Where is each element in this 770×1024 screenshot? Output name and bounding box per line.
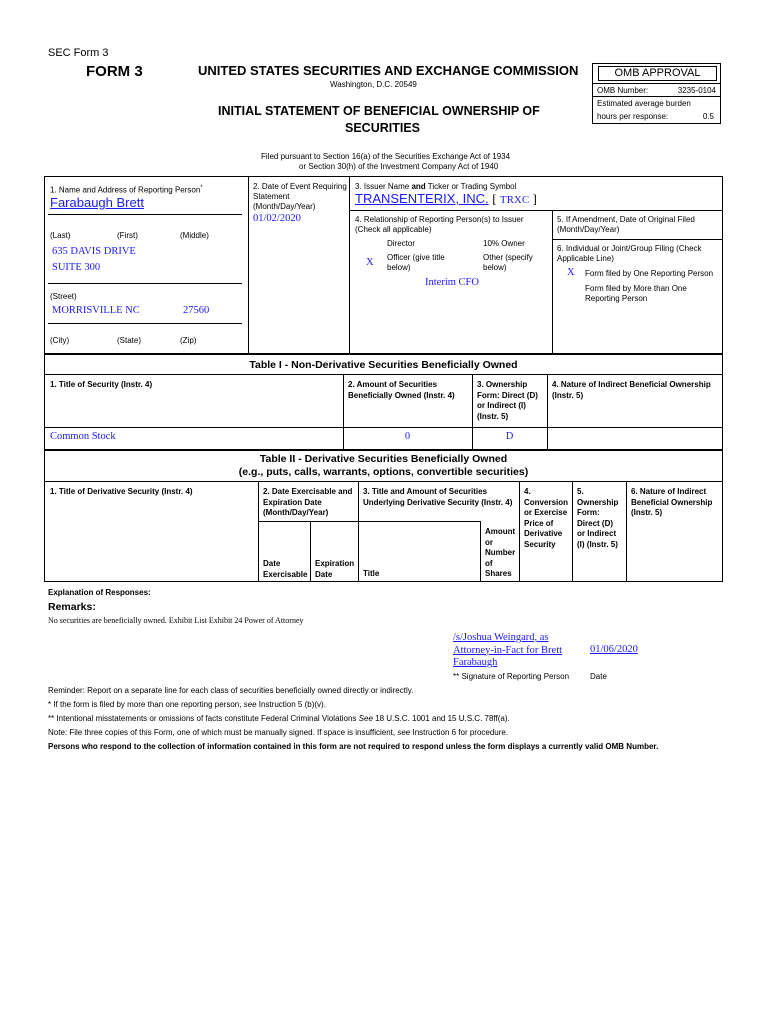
box5-label-2: (Month/Day/Year) [557,225,620,234]
statement-title-1: INITIAL STATEMENT OF BENEFICIAL OWNERSHIP OF [218,104,540,118]
director-label: Director [387,239,416,248]
box2-label-2: Statement [253,192,290,201]
form-title: FORM 3 [86,63,143,80]
ten-percent-owner-label: 10% Owner [483,239,525,248]
persons-note: Persons who respond to the collection of information contained in this form are not required to respond unless the form displays a currently valid OMB Number. [48,742,659,751]
table-2-title-2: (e.g., puts, calls, warrants, options, convertible securities) [238,466,529,478]
event-date: 01/02/2020 [253,213,301,224]
state-label: (State) [117,336,142,345]
more-persons-label-1: Form filed by More than One [585,284,687,293]
omb-number-label: OMB Number: [597,86,649,95]
date-label: Date [590,672,607,681]
t1-security-title: Common Stock [50,431,116,442]
signature-label: ** Signature of Reporting Person [453,672,570,681]
t1-amount: 0 [404,431,411,442]
signature-date: 01/06/2020 [590,644,638,655]
t1-col-amount-header: 2. Amount of Securities Beneficially Owned (Instr. 4) [348,380,455,400]
t2-col-underlying-header: 3. Title and Amount of Securities Underlying Derivative Security (Instr. 4) [363,487,513,507]
box5-label-1: 5. If Amendment, Date of Original Filed [557,215,695,224]
address-line-2: SUITE 300 [52,262,101,273]
more-persons-label-2: Reporting Person [585,294,648,303]
zip-value: 27560 [183,305,210,316]
omb-title: OMB APPROVAL [598,66,717,81]
omb-approval-box [592,63,721,124]
filed-pursuant-1: Filed pursuant to Section 16(a) of the Securities Exchange Act of 1934 [261,152,511,161]
one-person-label: Form filed by One Reporting Person [585,269,714,278]
zip-label: (Zip) [180,336,197,345]
t2-col-title-header: 1. Title of Derivative Security (Instr. 4) [50,487,193,496]
reminder-note: Reminder: Report on a separate line for each class of securities beneficially owned directly or indirectly. [48,686,414,695]
remarks-text: No securities are beneficially owned. Exhibit List Exhibit 24 Power of Attorney [48,616,304,625]
note-misstatements: ** Intentional misstatements or omissions of facts constitute Federal Criminal Violations See 18 U.S.C. 1001 and 15 U.S.C. 78ff(a). [48,714,510,723]
table-2-title-1: Table II - Derivative Securities Beneficially Owned [259,453,508,465]
first-label: (First) [117,231,138,240]
issuer-name[interactable]: TRANSENTERIX, INC. [355,191,489,206]
t2-date-exercisable-header: Date Exercisable [263,559,308,579]
t2-amount-header: Amount or Number of Shares [485,527,516,578]
box1-label: 1. Name and Address of Reporting Person* [50,185,203,195]
t2-col-dates-header: 2. Date Exercisable and Expiration Date (Month/Day/Year) [263,487,353,517]
omb-hours-label: hours per response: [597,112,669,121]
signature[interactable]: /s/Joshua Weingard, as Attorney-in-Fact for Brett Farabaugh [453,632,563,668]
remarks-title: Remarks: [48,601,96,613]
box2-label-1: 2. Date of Event Requiring [253,182,347,191]
omb-number-value: 3235-0104 [677,86,716,95]
box4-label-1: 4. Relationship of Reporting Person(s) to Issuer [355,215,524,224]
sec-form-label: SEC Form 3 [48,47,109,59]
officer-title: Interim CFO [425,277,479,288]
filed-pursuant-2: or Section 30(h) of the Investment Company Act of 1940 [299,162,499,171]
address-line-1: 635 DAVIS DRIVE [52,246,136,257]
box3-label: 3. Issuer Name and Ticker or Trading Symbol [355,182,517,191]
t2-sub-title-header: Title [363,569,380,578]
other-label-2: below) [483,263,507,272]
box4-label-2: (Check all applicable) [355,225,432,234]
officer-checkmark[interactable]: X [366,257,374,268]
commission-title: UNITED STATES SECURITIES AND EXCHANGE COMMISSION [198,63,579,78]
reporting-person-name[interactable]: Farabaugh Brett [50,195,144,210]
t1-col-title-header: 1. Title of Security (Instr. 4) [50,380,153,389]
note-file-copies: Note: File three copies of this Form, one of which must be manually signed. If space is insufficient, see Instruction 6 for procedure. [48,728,509,737]
officer-label-1: Officer (give title [387,253,445,262]
t2-col-nature-header: 6. Nature of Indirect Beneficial Ownership (Instr. 5) [631,487,713,517]
t2-col-conversion-header: 4. Conversion or Exercise Price of Derivative Security [524,487,569,549]
city-state-value: MORRISVILLE NC [52,305,140,316]
street-label: (Street) [50,292,77,301]
t1-col-ownership-header: 3. Ownership Form: Direct (D) or Indirect (I) (Instr. 5) [477,380,538,421]
t2-expiration-header: Expiration Date [315,559,355,579]
box2-label-3: (Month/Day/Year) [253,202,316,211]
officer-label-2: below) [387,263,411,272]
t1-col-nature-header: 4. Nature of Indirect Beneficial Ownership (Instr. 5) [552,380,711,400]
omb-hours-value: 0.5 [702,112,714,121]
issuer-line: TRANSENTERIX, INC. [ TRXC ] [355,191,537,206]
note-multiple-persons: * If the form is filed by more than one reporting person, see Instruction 5 (b)(v). [48,700,326,709]
middle-label: (Middle) [180,231,209,240]
ticker-symbol: TRXC [499,194,530,206]
table-1-title: Table I - Non-Derivative Securities Beneficially Owned [249,359,518,371]
statement-title-2: SECURITIES [345,121,421,135]
t1-ownership-form: D [505,431,514,442]
box6-label-2: Applicable Line) [557,254,614,263]
explanation-label: Explanation of Responses: [48,588,151,597]
one-person-checkmark[interactable]: X [567,267,575,278]
other-label-1: Other (specify [483,253,533,262]
commission-location: Washington, D.C. 20549 [330,80,417,89]
t2-col-ownership-header: 5. Ownership Form: Direct (D) or Indirect (I) (Instr. 5) [577,487,619,549]
city-label: (City) [50,336,70,345]
box6-label-1: 6. Individual or Joint/Group Filing (Check [557,244,702,253]
last-label: (Last) [50,231,71,240]
omb-burden-label: Estimated average burden [597,99,691,108]
